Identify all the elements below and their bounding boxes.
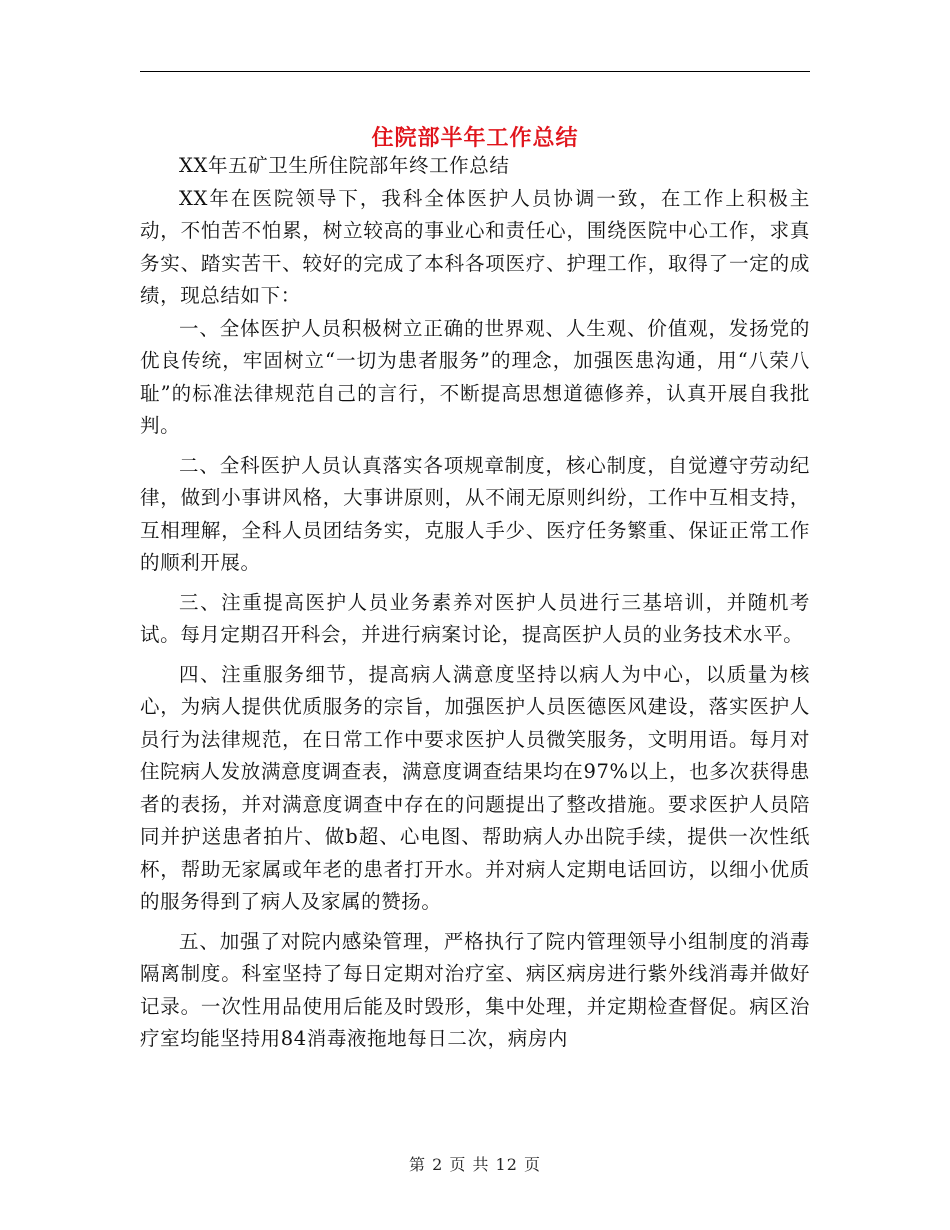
document-body	[140, 150, 810, 1056]
paragraph-section-4: 四、注重服务细节，提高病人满意度坚持以病人为中心，以质量为核心，为病人提供优质服务的宗旨，加强医护人员医德医风建设，落实医护人员行为法律规范，在日常工作中要求医护人员微笑服务，文明用语。每月对住院病人发放满意度调查表，满意度调查结果均在97%以上，也多次获得患者的表扬，并对满意度调查中存在的问题提出了整改措施。要求医护人员陪同并护送患者拍片、做b超、心电图、帮助病人办出院手续，提供一次性纸杯，帮助无家属或年老的患者打开水。并对病人定期电话回访，以细小优质的服务得到了病人及家属的赞扬。	[140, 662, 810, 913]
paragraph-section-1: 一、全体医护人员积极树立正确的世界观、人生观、价值观，发扬党的优良传统，牢固树立“一切为患者服务”的理念，加强医患沟通，用“八荣八耻”的标准法律规范自己的言行，不断提高思想道德修养，认真开展自我批判。	[140, 316, 810, 437]
header-rule	[140, 71, 810, 72]
page-number: 第 2 页 共 12 页	[409, 1155, 541, 1174]
paragraph-subtitle: XX年五矿卫生所住院部年终工作总结	[179, 154, 510, 177]
document-title: 住院部半年工作总结	[371, 125, 579, 151]
paragraph-intro: XX年在医院领导下，我科全体医护人员协调一致，在工作上积极主动，不怕苦不怕累，树立较高的事业心和责任心，围绕医院中心工作，求真务实、踏实苦干、较好的完成了本科各项医疗、护理工作，取得了一定的成绩，现总结如下：	[140, 186, 810, 307]
paragraph-section-2: 二、全科医护人员认真落实各项规章制度，核心制度，自觉遵守劳动纪律，做到小事讲风格，大事讲原则，从不闹无原则纠纷，工作中互相支持，互相理解，全科人员团结务实，克服人手少、医疗任务繁重、保证正常工作的顺利开展。	[140, 453, 810, 574]
paragraph-section-3: 三、注重提高医护人员业务素养对医护人员进行三基培训，并随机考试。每月定期召开科会，并进行病案讨论，提高医护人员的业务技术水平。	[140, 590, 810, 646]
paragraph-section-5: 五、加强了对院内感染管理，严格执行了院内管理领导小组制度的消毒隔离制度。科室坚持了每日定期对治疗室、病区病房进行紫外线消毒并做好记录。一次性用品使用后能及时毁形，集中处理，并定期检查督促。病区治疗室均能坚持用84消毒液拖地每日二次，病房内	[140, 929, 810, 1050]
